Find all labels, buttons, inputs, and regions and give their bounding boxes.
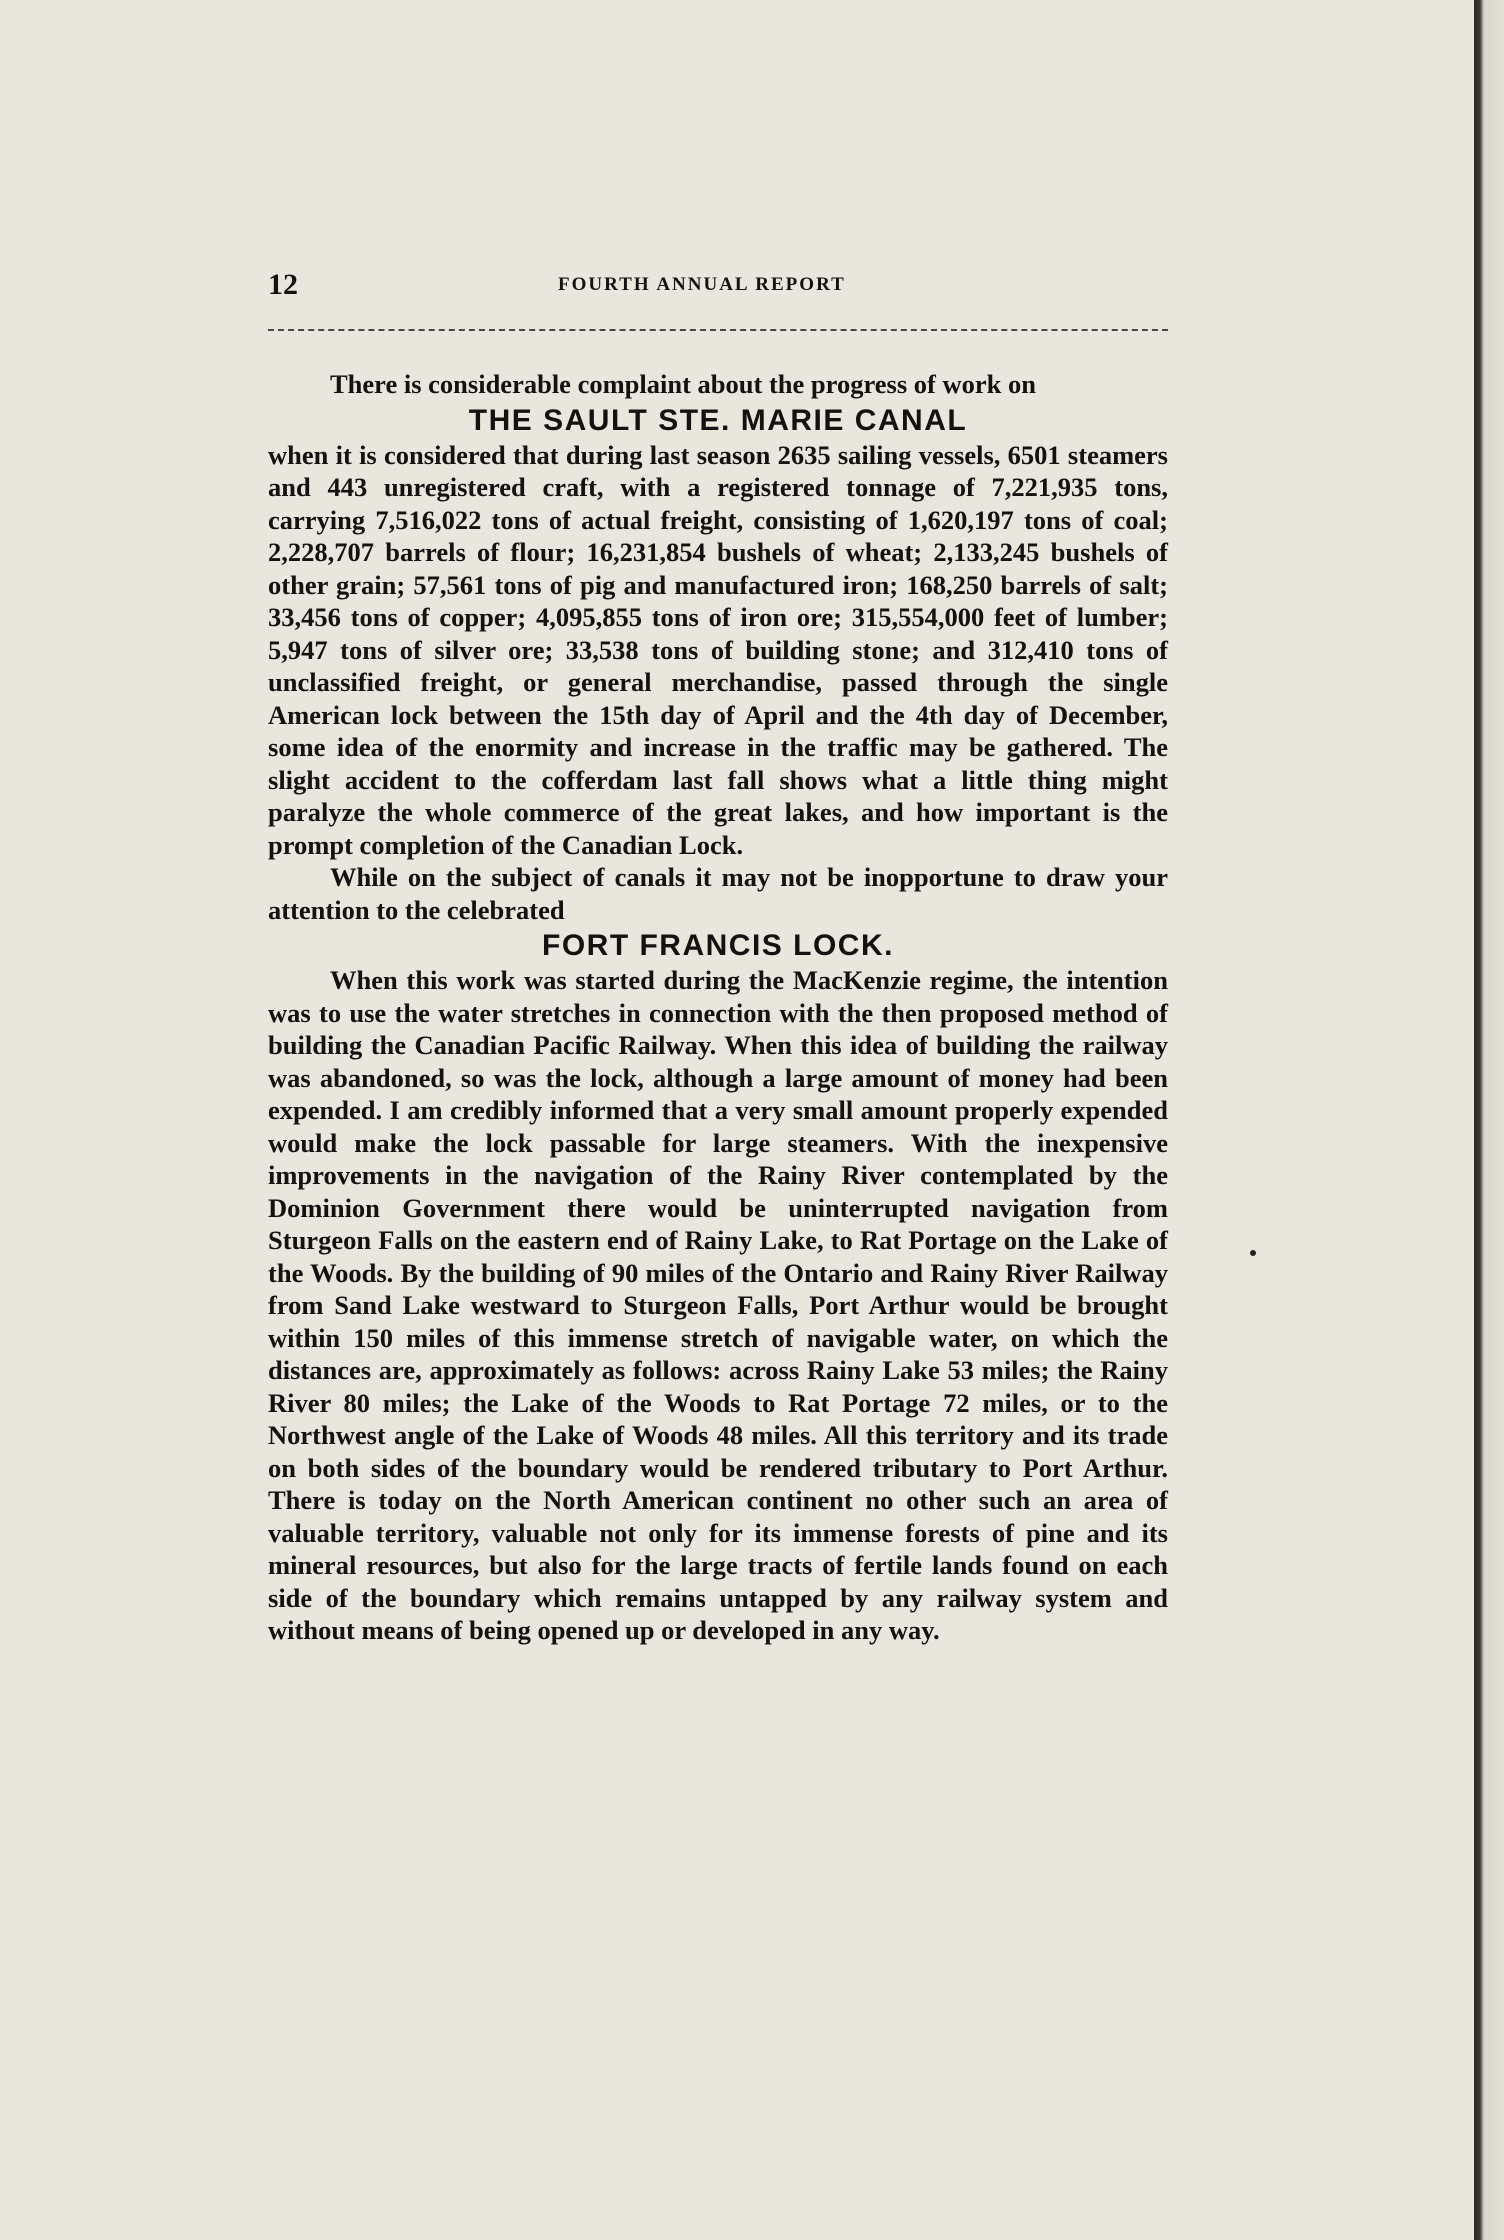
intro-paragraph: There is considerable complaint about the progress of work on xyxy=(330,369,1036,399)
section-heading-sault-canal: THE SAULT STE. MARIE CANAL xyxy=(468,403,968,437)
paragraph-fort-francis: When this work was started during the MacKenzie regime, the intention was to use the water stretches in connection with the then proposed method of building the Canadian Pacific Railway. When this idea of building the railway was abandoned, so was the lock, although a large amount of money had been expended. I am credibly informed that a very small amount properly expended would make the lock passable for large steamers. With the inexpensive improvements in the navigation of the Rainy River contemplated by the Dominion Government there would be uninterrupted navigation from Sturgeon Falls on the eastern end of Rainy Lake, to Rat Portage on the Lake of the Woods. By the building of 90 miles of the Ontario and Rainy River Railway from Sand Lake westward to Sturgeon Falls, Port Arthur would be brought within 150 miles of this immense stretch of navigable water, on which the distances are, approximately as follows: across Rainy Lake 53 miles; the Rainy River 80 miles; the Lake of the Woods to Rat Portage 72 miles, or to the Northwest angle of the Lake of Woods 48 miles. All this territory and its trade on both sides of the boundary would be rendered tributary to Port Arthur. There is today on the North American continent no other such an area of valuable territory, valuable not only for its immense forests of pine and its mineral resources, but also for the large tracts of fertile lands found on each side of the boundary which remains untapped by any railway system and without means of being opened up or developed in any way. xyxy=(268,965,1168,1645)
page-edge-shadow xyxy=(1474,0,1504,2240)
paragraph-canals-subject: While on the subject of canals it may not be inopportune to draw your attention to the celebrated xyxy=(268,862,1168,925)
section-heading-fort-francis: FORT FRANCIS LOCK. xyxy=(542,929,894,962)
ink-speck xyxy=(1250,1250,1256,1256)
page-number: 12 xyxy=(268,268,298,301)
body-text xyxy=(268,368,1168,1647)
running-head: FOURTH ANNUAL REPORT xyxy=(558,274,846,295)
page-header xyxy=(268,268,1168,308)
header-rule xyxy=(268,329,1168,331)
paragraph-sault-canal: when it is considered that during last season 2635 sailing vessels, 6501 steamers and 443 unregistered craft, with a registered tonnage of 7,221,935 tons, carrying 7,516,022 tons of actual freight, consisting of 1,620,197 tons of coal; 2,228,707 barrels of flour; 16,231,854 bushels of wheat; 2,133,245 bushels of other grain; 57,561 tons of pig and manufactured iron; 168,250 barrels of salt; 33,456 tons of copper; 4,095,855 tons of iron ore; 315,554,000 feet of lumber; 5,947 tons of silver ore; 33,538 tons of building stone; and 312,410 tons of unclassified freight, or general merchandise, passed through the single American lock between the 15th day of April and the 4th day of December, some idea of the enormity and increase in the traffic may be gathered. The slight accident to the cofferdam last fall shows what a little thing might paralyze the whole commerce of the great lakes, and how important is the prompt completion of the Canadian Lock. xyxy=(268,439,1168,860)
